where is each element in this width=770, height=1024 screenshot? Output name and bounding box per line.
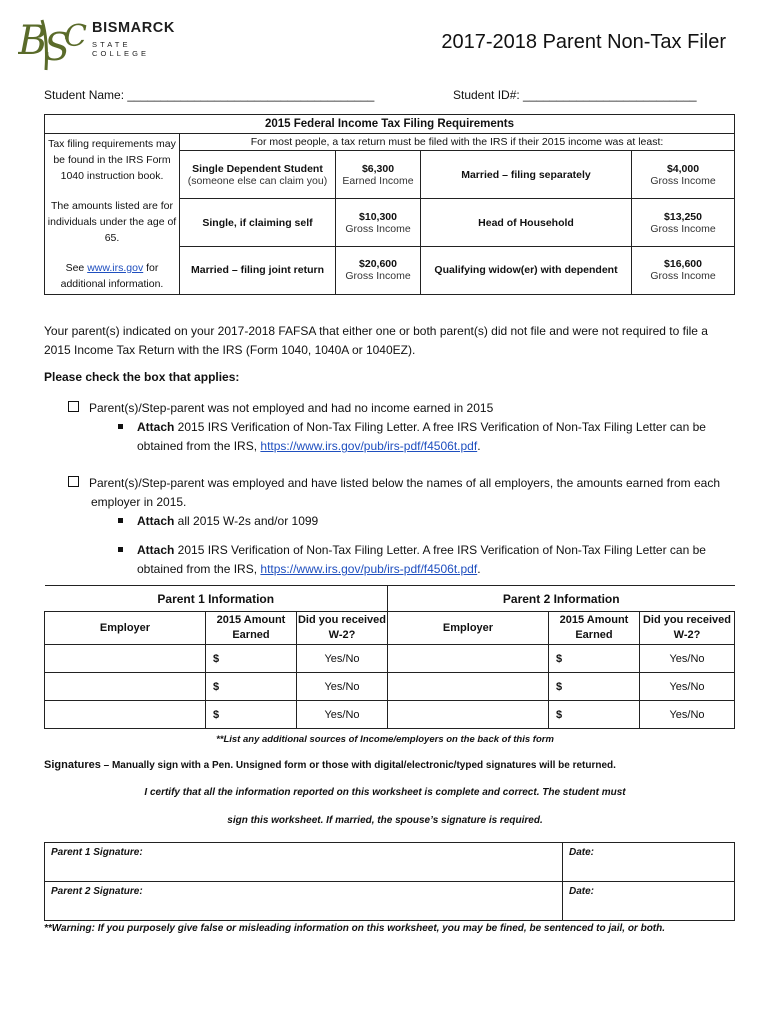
svg-text:C: C <box>64 19 87 54</box>
income-type: Gross Income <box>345 222 411 235</box>
warning-text: **Warning: If you purposely give false or misleading information on this worksheet, you may be fined, be sentenced to jail, or both. <box>44 923 666 934</box>
col-employer: Employer <box>45 612 206 645</box>
intro-paragraph: Your parent(s) indicated on your 2017-2018 FAFSA that either one or both parent(s) did not file and were not required to file a 2015 Income Tax Return with the IRS (Form 1040, 1040A or 1040EZ). <box>44 324 708 357</box>
side-note-2: The amounts listed are for individuals under the age of 65. <box>47 200 177 244</box>
certify-text-2: sign this worksheet. If married, the spouse’s signature is required. <box>227 815 543 826</box>
employer-input[interactable] <box>388 645 549 673</box>
filing-status: Qualifying widow(er) with dependent <box>421 246 632 294</box>
income-amount: $4,000 <box>666 162 700 175</box>
amount-input[interactable]: $ <box>206 673 297 701</box>
filing-status: Head of Household <box>421 199 632 247</box>
option-employed <box>68 474 751 512</box>
option-label: Parent(s)/Step-parent was employed and have listed below the names of all employers, the amounts earned from each employer in 2015. <box>89 476 721 509</box>
bullet-icon <box>118 547 123 552</box>
table-row <box>45 673 735 701</box>
w2-choice[interactable]: Yes/No <box>297 645 388 673</box>
parent2-date-field[interactable]: Date: <box>563 882 735 921</box>
table-row <box>45 701 735 729</box>
col-w2: Did you received W-2? <box>640 612 735 645</box>
signatures-heading: Signatures – Manually sign with a Pen. Unsigned form or those with digital/electronic/typed signatures will be returned. <box>44 759 616 771</box>
parent-info-table <box>44 585 735 729</box>
additional-income-note: **List any additional sources of Income/employers on the back of this form <box>216 734 554 745</box>
option2-attach-letter-bullet: Attach 2015 IRS Verification of Non-Tax Filing Letter. A free IRS Verification of Non-Tax Filing Letter can be obtained from the IRS, https://www.irs.gov/pub/irs-pdf/f4506t.pdf. <box>118 541 747 579</box>
income-type: Gross Income <box>345 270 411 283</box>
parent2-title: Parent 2 Information <box>388 586 735 612</box>
col-amount: 2015 Amount Earned <box>206 612 297 645</box>
svg-text:S: S <box>44 25 71 69</box>
employer-input[interactable] <box>45 701 206 729</box>
page-title: 2017-2018 Parent Non-Tax Filer <box>441 31 726 53</box>
w2-choice[interactable]: Yes/No <box>640 673 735 701</box>
amount-input[interactable]: $ <box>549 673 640 701</box>
employed-checkbox[interactable] <box>68 476 79 487</box>
certify-text-1: I certify that all the information reported on this worksheet is complete and correct. The student must <box>144 787 626 798</box>
employer-input[interactable] <box>45 673 206 701</box>
parent1-date-field[interactable]: Date: <box>563 843 735 882</box>
irs-link[interactable]: www.irs.gov <box>87 262 144 274</box>
student-name-field[interactable]: Student Name: _____________________________________ <box>44 88 375 102</box>
income-amount: $6,300 <box>361 162 395 175</box>
employer-input[interactable] <box>45 645 206 673</box>
w2-choice[interactable]: Yes/No <box>640 645 735 673</box>
filing-status: Single Dependent Student <box>192 162 323 175</box>
income-type: Gross Income <box>650 174 716 187</box>
requirements-subtitle: For most people, a tax return must be filed with the IRS if their 2015 income was at least: <box>180 134 735 151</box>
please-check-heading: Please check the box that applies: <box>44 370 240 384</box>
option1-attach-bullet: Attach 2015 IRS Verification of Non-Tax Filing Letter. A free IRS Verification of Non-Tax Filing Letter can be obtained from the IRS, https://www.irs.gov/pub/irs-pdf/f4506t.pdf. <box>118 418 747 456</box>
col-amount: 2015 Amount Earned <box>549 612 640 645</box>
amount-input[interactable]: $ <box>549 701 640 729</box>
parent2-signature-field[interactable]: Parent 2 Signature: <box>45 882 563 921</box>
income-amount: $10,300 <box>359 210 397 223</box>
bsc-logo-mark-icon <box>18 10 90 72</box>
income-type: Gross Income <box>650 270 716 283</box>
option-not-employed <box>68 399 493 418</box>
employer-input[interactable] <box>388 701 549 729</box>
filing-status: Married – filing joint return <box>180 246 336 294</box>
w2-choice[interactable]: Yes/No <box>297 673 388 701</box>
filing-status: Single, if claiming self <box>180 199 336 247</box>
filing-requirements-table <box>44 114 735 295</box>
filing-status-note: (someone else can claim you) <box>187 174 328 187</box>
income-type: Earned Income <box>342 174 414 187</box>
income-amount: $20,600 <box>359 258 397 271</box>
filing-status: Married – filing separately <box>421 151 632 199</box>
irs-form-link[interactable]: https://www.irs.gov/pub/irs-pdf/f4506t.pdf <box>260 562 478 576</box>
side-note-3: See www.irs.gov for additional information. <box>60 262 164 290</box>
w2-choice[interactable]: Yes/No <box>640 701 735 729</box>
requirements-side-notes <box>45 134 180 295</box>
college-logo <box>18 10 188 72</box>
w2-choice[interactable]: Yes/No <box>297 701 388 729</box>
bullet-icon <box>118 424 123 429</box>
irs-form-link[interactable]: https://www.irs.gov/pub/irs-pdf/f4506t.pdf <box>260 439 478 453</box>
parent1-title: Parent 1 Information <box>45 586 388 612</box>
requirements-title: 2015 Federal Income Tax Filing Requirements <box>45 115 735 134</box>
bullet-icon <box>118 518 123 523</box>
col-w2: Did you received W-2? <box>297 612 388 645</box>
option2-attach-w2-bullet: Attach all 2015 W-2s and/or 1099 <box>118 512 318 531</box>
signature-table <box>44 842 735 921</box>
table-row <box>45 645 735 673</box>
col-employer: Employer <box>388 612 549 645</box>
income-amount: $16,600 <box>664 258 702 271</box>
side-note-1: Tax filing requirements may be found in the IRS Form 1040 instruction book. <box>48 138 176 182</box>
parent1-signature-field[interactable]: Parent 1 Signature: <box>45 843 563 882</box>
not-employed-checkbox[interactable] <box>68 401 79 412</box>
income-type: Gross Income <box>650 222 716 235</box>
amount-input[interactable]: $ <box>206 701 297 729</box>
option-label: Parent(s)/Step-parent was not employed and had no income earned in 2015 <box>89 401 494 415</box>
college-sub: STATE COLLEGE <box>92 40 150 58</box>
amount-input[interactable]: $ <box>549 645 640 673</box>
employer-input[interactable] <box>388 673 549 701</box>
college-name: BISMARCK <box>92 20 175 36</box>
income-amount: $13,250 <box>664 210 702 223</box>
amount-input[interactable]: $ <box>206 645 297 673</box>
student-id-field[interactable]: Student ID#: __________________________ <box>453 88 697 102</box>
svg-text:B: B <box>18 18 48 64</box>
